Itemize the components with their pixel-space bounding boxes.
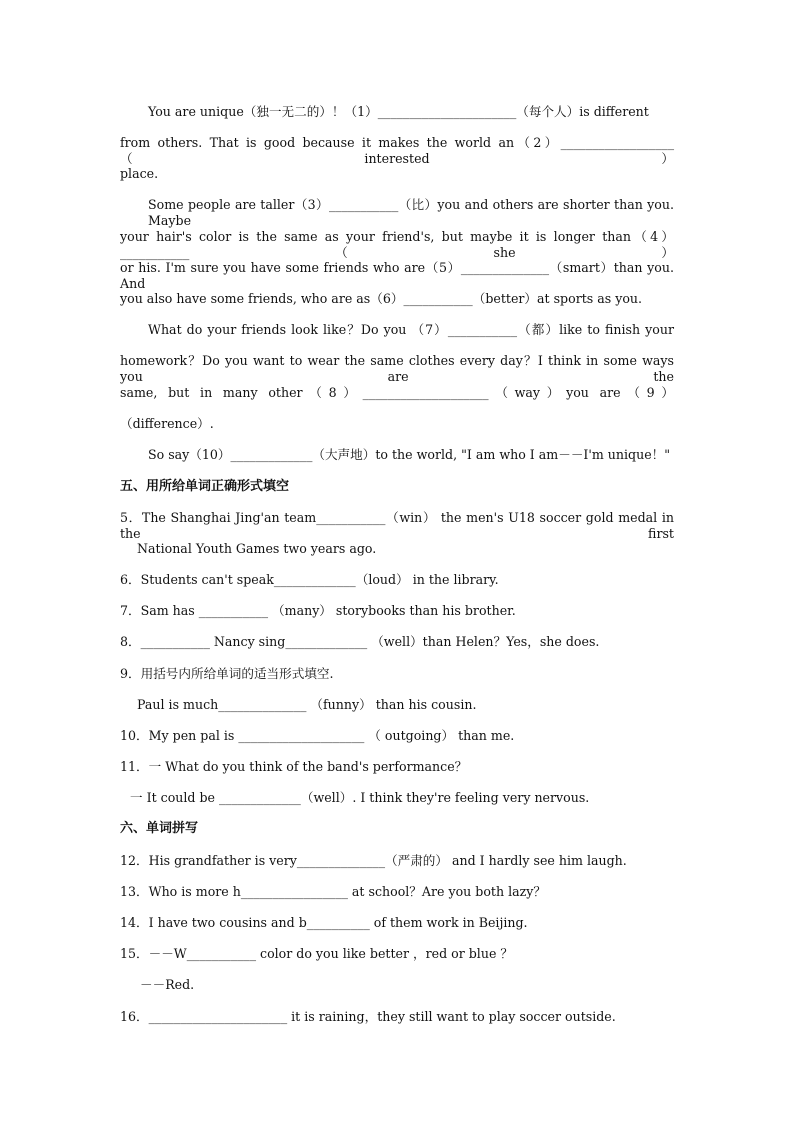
question-item: 11．一 What do you think of the band's performance？ [120, 759, 468, 774]
question-item: 9．用括号内所给单词的适当形式填空. [120, 666, 334, 681]
passage-line: What do your friends look like？Do you （7）___________（都）like to finish your [148, 322, 674, 337]
question-item: 5．The Shanghai Jing'an team___________（win） the men's U18 soccer gold medal in the first [120, 510, 674, 541]
question-item: Paul is much______________ （funny） than his cousin. [137, 697, 477, 712]
question-item: 6．Students can't speak_____________（loud） in the library. [120, 572, 499, 587]
question-item: 7．Sam has ___________ （many） storybooks than his brother. [120, 603, 516, 618]
question-item: 16．______________________ it is raining，they still want to play soccer outside. [120, 1009, 616, 1024]
passage-line: you also have some friends, who are as（6）___________（better）at sports as you. [120, 291, 643, 306]
passage-line: （difference）. [120, 416, 214, 431]
passage-line: your hair's color is the same as your friend's, but maybe it is longer than（4）___________（she） [120, 229, 674, 260]
question-item: 8．___________ Nancy sing_____________ （well）than Helen？Yes，she does. [120, 634, 600, 649]
question-item: 14．I have two cousins and b__________ of them work in Beijing. [120, 915, 528, 930]
section-title: 五、用所给单词正确形式填空 [120, 479, 290, 494]
passage-line: Some people are taller（3）___________（比）you and others are shorter than you. Maybe [148, 197, 674, 228]
question-item: 12．His grandfather is very______________（严肃的） and I hardly see him laugh. [120, 853, 627, 868]
passage-line: You are unique（独一无二的）！（1）______________________（每个人）is different [148, 104, 649, 119]
passage-line: or his. I'm sure you have some friends who are（5）______________（smart）than you. And [120, 260, 674, 291]
passage-line: same, but in many other（8）____________________（way）you are（9） [120, 385, 674, 400]
passage-line: place. [120, 166, 159, 181]
passage-line: from others. That is good because it makes the world an（2）__________________（interested） [120, 135, 674, 166]
passage-line: So say（10）_____________（大声地）to the world, "I am who I am－－I'm unique！" [148, 447, 671, 462]
question-item: 10．My pen pal is ____________________ （ outgoing） than me. [120, 728, 515, 743]
passage-line: homework？Do you want to wear the same clothes every day？I think in some ways you are the [120, 353, 674, 384]
question-item: 15．－－W___________ color do you like better ，red or blue ？ [120, 946, 513, 961]
question-item: 一 It could be _____________（well）. I think they're feeling very nervous. [130, 790, 590, 805]
question-item: －－Red. [140, 977, 195, 992]
section-title: 六、单词拼写 [120, 821, 199, 836]
question-item: 13．Who is more h_________________ at school？Are you both lazy？ [120, 884, 546, 899]
question-item: National Youth Games two years ago. [137, 541, 377, 556]
